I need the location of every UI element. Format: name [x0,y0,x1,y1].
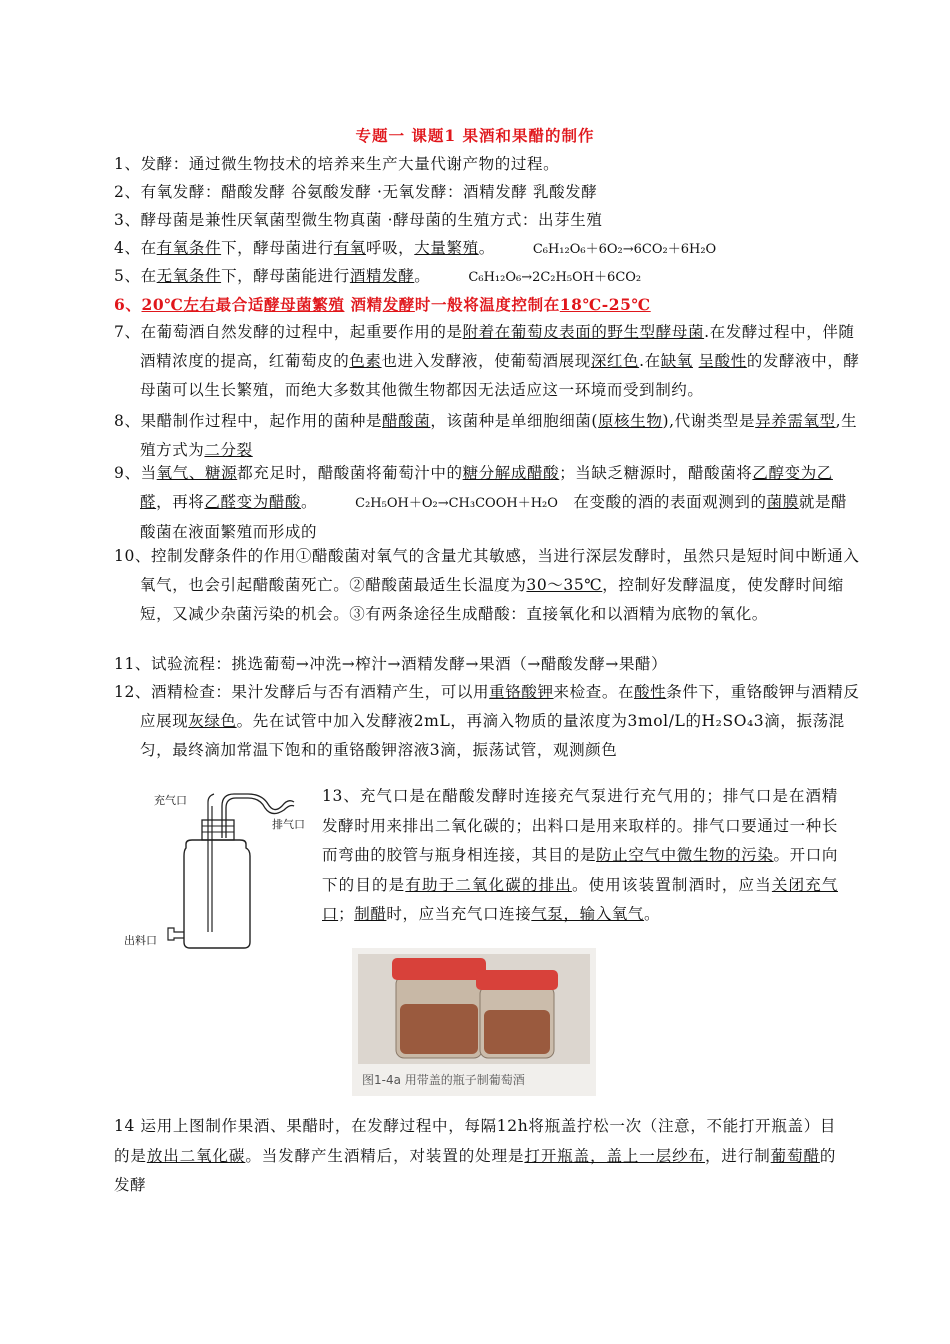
item-content [140,464,847,541]
text-run: 都充足时，醋酸菌将葡萄汁中的 [237,464,463,482]
text-run: 。先在试管中加入发酵液2mL，再滴入物质的量浓度为3mol/L的H₂SO₄3滴，振荡混匀，最终滴加常温下饱和的重铬酸钾溶液3滴，振荡试管，观测颜色 [140,712,845,759]
item-content [141,183,598,201]
text-run: 酵母菌是兼性厌氧菌型微生物真菌 ·酵母菌的生殖方式：出芽生殖 [140,211,603,229]
item-number: 4、 [114,239,141,257]
text-run: C₆H₁₂O₆＋6O₂→6CO₂＋6H₂O [532,242,717,257]
text-run: 原核生物 [598,412,663,430]
text-run: 在 [140,267,157,285]
item-number: 13、 [322,787,360,805]
item-13 [322,782,838,930]
text-run: 。开口向下的目的是 [322,846,839,894]
text-run: 也进入发酵液，使葡萄酒展现 [381,352,591,370]
text-run: 防止空气中微生物的污染 [596,846,774,864]
photo-caption: 图1-4a 用带盖的瓶子制葡萄酒 [362,1073,525,1087]
text-run: 时，应当充气口连接 [386,905,532,923]
text-run: 大量繁殖 [414,239,479,257]
text-run: 制醋 [354,905,387,923]
text-run: 深红色 [590,352,640,370]
text-run: 充气口是在醋酸发酵时连接充气泵进行充气用的；排气口是在酒精发酵时用来排出二氧化碳的；出料口是用来取样的。排气口要通过一种长而弯曲的胶管与瓶身相连接，其目的是 [322,787,838,864]
list-item [114,318,862,405]
item-number: 5、 [114,267,141,285]
text-run: 乙醇变为乙醛 [140,464,833,511]
text-run: ,生殖方式为 [140,412,858,459]
item-content [141,239,727,257]
item-number: 9、 [114,464,141,482]
text-run: 下，酵母菌进行 [221,239,334,257]
text-run: ，控制好发酵温度，使发酵时间缩短，又减少杂菌污染的机会。③有两条途径生成醋酸：直接氧化和以酒精为底物的氧化。 [140,576,844,623]
text-run: C₂H₅OH＋O₂→CH₃COOH＋H₂O [355,496,558,511]
text-run: 的发酵 [114,1146,837,1194]
list-item [114,262,862,292]
item-number: 6、 [114,295,142,314]
item-content [151,655,667,673]
text-run: 的发酵液中，酵母菌可以生长繁殖，而绝大多数其他微生物都因无法适应这一环境而受到制约。 [140,352,860,399]
text-run: 发酵 [382,295,415,314]
jar-right-wine [484,1010,550,1054]
list-item [114,407,862,465]
text-run: 有氧条件 [156,239,222,257]
text-run: 有氧 [333,239,366,257]
item-content [142,295,651,314]
list-item [114,150,862,179]
item-number: 10、 [114,547,152,565]
text-run: 气泵，输入氧气 [531,905,645,923]
text-run: 葡萄醋 [770,1146,820,1165]
item-number: 8、 [114,412,141,430]
list-item [114,678,862,765]
list-item [114,459,862,547]
text-run: 发酵：通过微生物技术的培养来生产大量代谢产物的过程。 [140,155,560,173]
item-number: 3、 [114,211,141,229]
text-run: 条件下，重铬酸钾与酒精反应展现 [140,683,860,730]
list-item [114,542,862,629]
item-content [141,267,652,285]
text-run: 关闭充气口 [322,875,838,923]
text-run: ； [338,905,355,923]
text-run: 下，酵母菌能进行 [221,267,350,285]
list-item [114,290,862,320]
text-run: 试验流程：挑选葡萄→冲洗→榨汁→酒精发酵→果酒（→醋酸发酵→果醋） [151,655,668,673]
item-number: 12、 [114,683,152,701]
text-run: 乙醛变为醋酸 [204,493,302,511]
text-run: 缺氧 [660,352,693,370]
item-content [141,155,560,173]
item-content [140,412,857,459]
text-run: 异养需氧型 [755,412,836,430]
text-run: 二分裂 [204,441,253,459]
text-run: 无氧条件 [156,267,222,285]
text-run: 。 [301,493,318,511]
text-run: 重铬酸钾 [489,683,554,701]
list-item [114,206,862,235]
text-run: 糖分解成醋酸 [462,464,560,482]
text-run: 附着在葡萄皮表面的野生型酵母菌 [462,323,705,341]
text-run: ，该菌种是单细胞细菌( [430,412,599,430]
text-run: ),代谢类型是 [662,412,756,430]
item-content [141,211,603,229]
text-run: 菌膜 [766,493,799,511]
item-number: 11、 [114,655,152,673]
text-run: 打开瓶盖，盖上一层纱布 [524,1146,705,1165]
text-run: 有氧发酵：醋酸发酵 谷氨酸发酵 ·无氧发酵：酒精发酵 乳酸发酵 [140,183,598,201]
text-run: 控制发酵条件的作用①醋酸菌对氧气的含量尤其敏感，当进行深层发酵时，虽然只是短时间中断通入氧气，也会引起醋酸菌死亡。②醋酸菌最适生长温度为 [140,547,860,594]
text-run: 运用上图制作果酒、果醋时，在发酵过程中，每隔12h将瓶盖拧松一次（注意，不能打开瓶盖）目的是 [114,1117,836,1165]
text-run: 。 [644,905,661,923]
text-run: 色素 [349,352,382,370]
label-exhaust: 排气口 [272,818,305,831]
text-run: C₆H₁₂O₆→2C₂H₅OH＋6CO₂ [468,270,642,285]
wine-jars-photo [352,948,596,1096]
text-run: 来检查。在 [553,683,635,701]
text-run: 有助于二氧化碳的排出 [405,875,572,894]
text-run: 酒精发酵 [349,267,415,285]
fermentation-bottle-diagram [122,782,312,952]
text-run: 就是醋酸菌在液面繁殖而形成的 [140,493,848,541]
list-item [114,178,862,207]
list-item [114,650,862,679]
text-run: .在 [639,352,661,370]
page-title: 专题一 课题1 果酒和果醋的制作 [355,126,595,145]
text-run: 在变酸的酒的表面观测到的 [567,493,767,511]
text-run: 呈酸性 [698,352,747,370]
item-number: 1、 [114,155,141,173]
text-run: ，进行制 [704,1146,771,1165]
text-run: 。 [478,239,495,257]
text-run: 酒精 [344,295,383,314]
text-run: 灰绿色 [188,712,237,730]
list-item [114,234,862,264]
text-run: 当 [140,464,157,482]
label-outlet: 出料口 [124,934,157,947]
item-number: 2、 [114,183,141,201]
jar-left-lid [392,958,486,980]
item-14 [114,1112,836,1201]
text-run: 最合适 [215,295,264,314]
text-run: 30～35℃ [526,576,603,594]
bottle-stopper [202,820,234,840]
text-run: 。当发酵产生酒精后，对装置的处理是 [245,1146,525,1165]
label-inlet: 充气口 [154,794,187,807]
text-run: 果醋制作过程中，起作用的菌种是 [140,412,383,430]
text-run: 。使用该装置制酒时，应当 [571,875,772,894]
item-content [140,323,860,399]
text-run: 18℃-25℃ [559,295,651,314]
text-run: 20℃左右 [141,295,216,314]
text-run: 酸性 [634,683,667,701]
jar-left-wine [400,1004,478,1054]
text-run: 在葡萄酒自然发酵的过程中，起重要作用的是 [140,323,463,341]
item-number: 14 [114,1117,141,1135]
text-run: 。 [414,267,431,285]
text-run: ；当缺乏糖源时，醋酸菌将 [559,464,753,482]
text-run: ，再将 [156,493,205,511]
text-run: 呼吸， [365,239,415,257]
item-content [140,683,859,759]
text-run: 氧气、糖源 [156,464,238,482]
text-run: 放出二氧化碳 [146,1146,246,1165]
text-run: 酒精检查：果汁发酵后与否有酒精产生，可以用 [151,683,490,701]
text-run: 酵母菌繁殖 [263,295,345,314]
text-run: 在 [140,239,157,257]
jar-right-lid [476,970,558,990]
text-run: 时一般将温度控制在 [414,295,560,314]
outlet-port [168,928,184,940]
item-number: 7、 [114,323,141,341]
bottle-outline [184,840,250,948]
text-run: .在发酵过程中，伴随酒精浓度的提高，红葡萄皮的 [140,323,855,370]
item-content [140,547,859,623]
text-run: 醋酸菌 [382,412,431,430]
